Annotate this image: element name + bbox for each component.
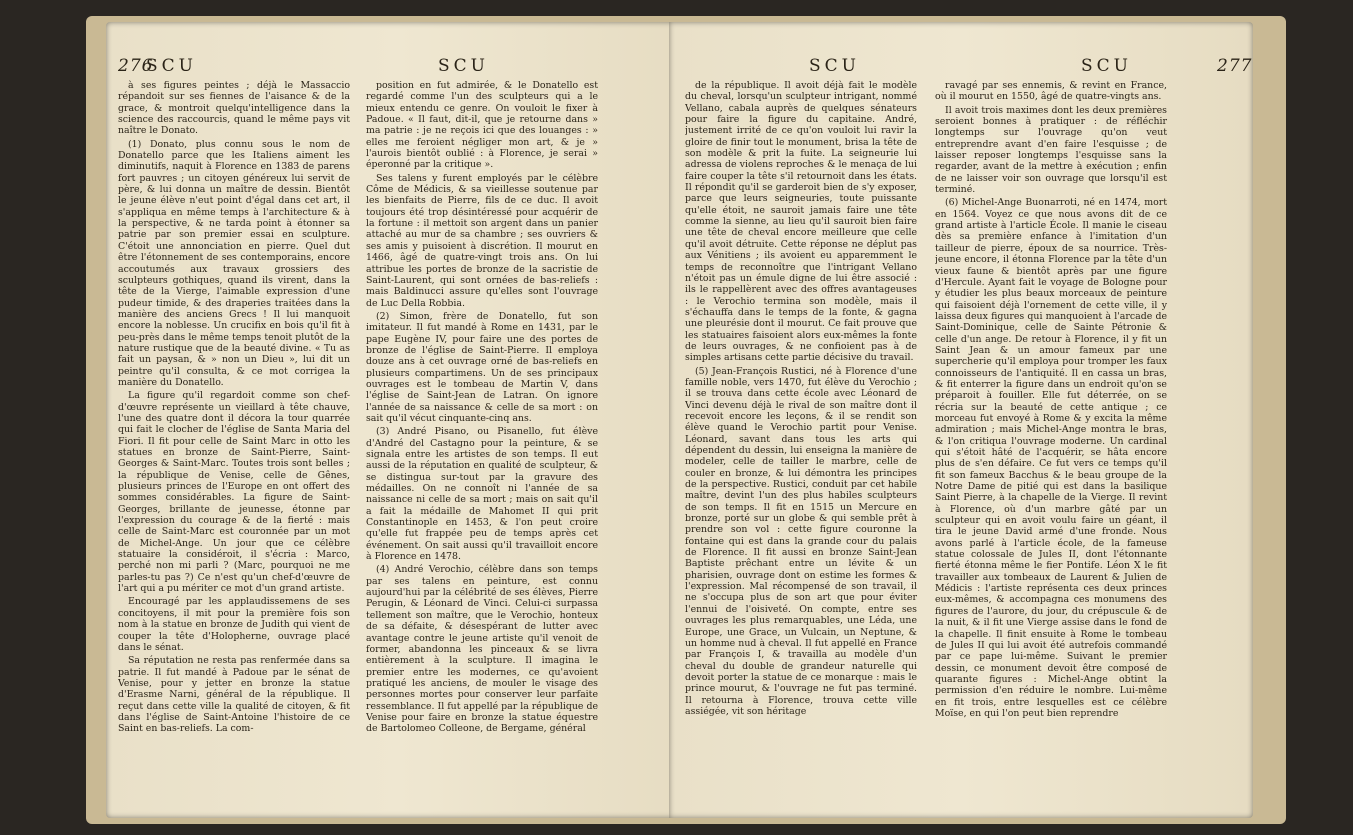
paragraph: position en fut admirée, & le Donatello est regardé comme l'un des sculpteurs qui a le mieux entendu ce genre. On vouloit le fixer à Padoue. « Il faut, dit-il, que je retourne dans » ma patrie : je ne reçois ici que des louanges : » elles me feroient négliger mon art, & je » l'aurois bientôt oublié : à Florence, je serai » éperonné par la critique ». xyxy=(366,80,598,171)
left-page xyxy=(106,22,690,818)
paragraph: (2) Simon, frère de Donatello, fut son imitateur. Il fut mandé à Rome en 1431, par le pape Eugène IV, pour faire une des portes de bronze de l'église de Saint-Pierre. Il employa douze ans à cet ouvrage orné de bas-reliefs en plusieurs compartimens. Un de ses principaux ouvrages est le tombeau de Martin V, dans l'église de Saint-Jean de Latran. On ignore l'année de sa naissance & celle de sa mort : on sait qu'il vécut cinquante-cinq ans. xyxy=(366,310,598,424)
paragraph: Sa réputation ne resta pas renfermée dans sa patrie. Il fut mandé à Padoue par le sénat de Venise, pour y jetter en bronze la statue d'Erasme Narni, général de la république. Il reçut dans cette ville la qualité de citoyen, & fit dans l'église de Saint-Antoine l'histoire de ce Saint en bas-reliefs. La com- xyxy=(118,655,350,735)
left-column-1 xyxy=(118,80,350,770)
right-column-2 xyxy=(935,80,1167,770)
left-running-head-2: SCU xyxy=(438,56,489,76)
paragraph: de la république. Il avoit déjà fait le modèle du cheval, lorsqu'un sculpteur intrigant, nommé Vellano, cabala auprès de quelques sénateurs pour faire la figure du capitaine. André, justement irrité de ce qu'on vouloit lui ravir la gloire de finir tout le monument, brisa la tête de son modèle & prit la fuite. La seigneurie lui adressa de violens reproches & le menaça de lui faire couper la tête s'il retournoit dans les états. Il répondit qu'il se garderoit bien de s'y exposer, parce que leurs seigneuries, toute puissante qu'elle étoit, ne sauroit jamais faire une tête comme la sienne, au lieu qu'il sauroit bien faire une tête de cheval encore meilleure que celle qu'il avoit détruite. Cette réponse ne déplut pas aux Vénitiens ; ils avoient eu apparemment le temps de reconnoître que l'intrigant Vellano n'étoit pas un émule digne de lui être associé : ils le rappellèrent avec des offres avantageuses : le Verochio termina son modèle, mais il s'échauffa dans le temps de la fonte, & gagna une pleurésie dont il mourut. Ce fait prouve que les statuaires faisoient alors eux-mêmes la fonte de leurs ouvrages, & ne confioient pas à de simples artisans cette partie décisive du travail. xyxy=(685,80,917,364)
right-page-columns xyxy=(669,80,1253,782)
left-page-number: 276 xyxy=(118,56,154,76)
left-running-head-1: SCU xyxy=(146,56,197,76)
left-column-2 xyxy=(366,80,598,770)
paragraph: (1) Donato, plus connu sous le nom de Donatello parce que les Italiens aiment les diminutifs, naquit à Florence en 1383 de parens fort pauvres ; un citoyen généreux lui servit de père, & lui donna un maître de dessin. Bientôt le jeune élève n'eut point d'égal dans cet art, il s'appliqua en même temps à l'architecture & à la perspective, & ne tarda point à étonner sa patrie par son premier essai en sculpture. C'étoit une annonciation en pierre. Quel dut être l'étonnement de ses contemporains, encore accoutumés aux travaux grossiers des sculpteurs gothiques, quand ils virent, dans la tête de la Vierge, l'aimable expression d'une pudeur timide, & des draperies traitées dans la manière des anciens Grecs ! Il lui manquoit encore la noblesse. Un crucifix en bois qu'il fit à peu-près dans le même temps tenoit plutôt de la nature rustique que de la beauté divine. « Tu as fait un paysan, & » non un Dieu », lui dit un peintre qu'il consulta, & ce mot corrigea la manière du Donatello. xyxy=(118,138,350,388)
paragraph: (4) André Verochio, célèbre dans son temps par ses talens en peinture, est connu aujourd'hui par la célébrité de ses élèves, Pierre Perugin, & Léonard de Vinci. Celui-ci surpassa tellement son maître, que le Verochio, honteux de sa défaite, & désespérant de lutter avec avantage contre le jeune artiste qu'il venoit de former, abandonna les pinceaux & se livra entièrement à la sculpture. Il imagina le premier entre les modernes, ce qu'avoient pratiqué les anciens, de mouler le visage des personnes mortes pour conserver leur parfaite ressemblance. Il fut appellé par la république de Venise pour faire en bronze la statue équestre de Bartolomeo Colleone, de Bergame, général xyxy=(366,564,598,735)
right-running-head-2: SCU xyxy=(1081,56,1132,76)
paragraph: Il avoit trois maximes dont les deux premières seroient bonnes à pratiquer : de réfléchir longtemps sur l'ouvrage qu'on veut entreprendre avant d'en faire l'esquisse ; de laisser reposer longtemps l'esquisse sans la regarder, avant de la mettre à exécution ; enfin de ne laisser voir son ouvrage que lorsqu'il est terminé. xyxy=(935,104,1167,196)
paragraph: à ses figures peintes ; déjà le Massaccio répandoit sur ses fiennes de l'aisance & de la grace, & montroit quelqu'intelligence dans la science des raccourcis, quand le même pays vit naître le Donato. xyxy=(118,80,350,137)
right-page-number: 277 xyxy=(1217,56,1253,76)
paragraph: (3) André Pisano, ou Pisanello, fut élève d'André del Castagno pour la peinture, & se signala entre les artistes de son temps. Il eut aussi de la réputation en qualité de sculpteur, & se distingua sur-tout par la gravure des médailles. On ne connoît ni l'année de sa naissance ni celle de sa mort ; mais on sait qu'il a fait la médaille de Mahomet II qui prit Constantinople en 1453, & l'on peut croire qu'elle fut frappée peu de temps après cet événement. On sait aussi qu'il travailloit encore à Florence en 1478. xyxy=(366,426,598,563)
left-page-columns xyxy=(106,80,690,782)
right-running-head-1: SCU xyxy=(809,56,860,76)
paragraph: La figure qu'il regardoit comme son chef-d'œuvre représente un vieillard à tête chauve, l'une des quatre dont il décora la tour quarrée qui fait le clocher de l'église de Santa Maria del Fiori. Il fit pour celle de Saint Marc in otto les statues en bronze de Saint-Pierre, Saint-Georges & Saint-Marc. Toutes trois sont belles ; la république de Venise, celle de Gênes, plusieurs princes de l'Europe en ont offert des sommes considérables. La figure de Saint-Georges, brillante de jeunesse, étonne par l'expression du courage & de la fierté : mais celle de Saint-Marc est couronnée par un mot de Michel-Ange. Un jour que ce célèbre statuaire la considéroit, il s'écria : Marco, perché non mi parli ? (Marc, pourquoi ne me parles-tu pas ?) Ce n'est qu'un chef-d'œuvre de l'art qui a pu mériter ce mot d'un grand artiste. xyxy=(118,390,350,595)
right-column-1 xyxy=(685,80,917,770)
right-page xyxy=(669,22,1253,818)
paragraph: (6) Michel-Ange Buonarroti, né en 1474, mort en 1564. Voyez ce que nous avons dit de ce grand artiste à l'article École. Il manie le ciseau dès sa première enfance à l'imitation d'un tailleur de pierre, époux de sa nourrice. Très-jeune encore, il étonna Florence par la tête d'un vieux faune & bientôt après par une figure d'Hercule. Ayant fait le voyage de Bologne pour y étudier les plus beaux morceaux de peinture qui faisoient déjà l'ornement de cette ville, il y laissa deux figures qui manquoient à l'arcade de Saint-Dominique, celle de Sainte Pétronie & celle d'un ange. De retour à Florence, il y fit un Saint Jean & un amour fameux par une supercherie qu'il employa pour tromper les faux connoisseurs de l'antiquité. Il en cassa un bras, & fit enterrer la figure dans un endroit qu'on se préparoit à fouiller. Elle fut déterrée, on se récria sur la beauté de cette antique ; ce morceau fut envoyé à Rome & y excita la même admiration ; mais Michel-Ange montra le bras, & l'on critiqua l'ouvrage moderne. Un cardinal qui s'étoit hâté de l'acquérir, se hâta encore plus de s'en défaire. Ce fut vers ce temps qu'il fit son fameux Bacchus & le beau groupe de la Notre Dame de pitié qui est dans la basilique Saint Pierre, à la chapelle de la Vierge. Il revint à Florence, où d'un marbre gâté par un sculpteur qui en avoit voulu faire un géant, il tira le jeune David armé d'une fronde. Nous avons parlé à l'article école, de la fameuse statue colossale de Jules II, dont l'étonnante fierté étonna même le fier Pontife. Léon X le fit travailler aux tombeaux de Laurent & Julien de Médicis : l'artiste représenta ces deux princes eux-mêmes, & accompagna ces monumens des figures de l'aurore, du jour, du crépuscule & de la nuit, & il fit une Vierge assise dans le fond de la chapelle. Il finit ensuite à Rome le tombeau de Jules II qui lui avoit été autrefois commandé par ce pape lui-même. Suivant le premier dessin, ce monument devoit être composé de quarante figures : Michel-Ange obtint la permission d'en réduire le nombre. Lui-même en fit trois, entre lesquelles est ce célèbre Moïse, en qui l'on peut bien reprendre xyxy=(935,197,1167,719)
paragraph: (5) Jean-François Rustici, né à Florence d'une famille noble, vers 1470, fut élève du Verochio ; il se trouva dans cette école avec Léonard de Vinci devenu déjà le rival de son maître dont il recevoit encore les leçons, & il se rendit son élève quand le Verochio partit pour Venise. Léonard, savant dans tous les arts qui dépendent du dessin, lui enseigna la manière de modeler, celle de tailler le marbre, celle de couler en bronze, & lui démontra les principes de la perspective. Rustici, conduit par cet habile maître, devint l'un des plus habiles sculpteurs de son temps. Il fit en 1515 un Mercure en bronze, porté sur un globe & qui semble prêt à prendre son vol : cette figure couronne la fontaine qui est dans la grande cour du palais de Florence. Il fit aussi en bronze Saint-Jean Baptiste prêchant entre un lévite & un pharisien, ouvrage dont on estime les formes & l'expression. Mal récompensé de son travail, il ne s'occupa plus de son art que pour éviter l'ennui de l'oisiveté. On compte, entre ses ouvrages les plus remarquables, une Léda, une Europe, une Grace, un Vulcain, un Neptune, & un homme nud à cheval. Il fut appellé en France par François I, & travailla au modèle d'un cheval du double de grandeur naturelle qui devoit porter la statue de ce monarque : mais le prince mourut, & l'ouvrage ne fut pas terminé. Il retourna à Florence, trouva cette ville assiégée, vit son héritage xyxy=(685,365,917,717)
paragraph: Encouragé par les applaudissemens de ses concitoyens, il mit pour la première fois son nom à la statue en bronze de Judith qui vient de couper la tête d'Holopherne, ouvrage placé dans le sénat. xyxy=(118,596,350,653)
paragraph: ravagé par ses ennemis, & revint en France, où il mourut en 1550, âgé de quatre-vingts ans. xyxy=(935,80,1167,103)
paragraph: Ses talens y furent employés par le célèbre Côme de Médicis, & sa vieillesse soutenue par les bienfaits de Pierre, fils de ce duc. Il avoit toujours été trop désintéressé pour acquérir de la fortune : il mettoit son argent dans un panier attaché au mur de sa chambre ; ses ouvriers & ses amis y puisoient à discrétion. Il mourut en 1466, âgé de quatre-vingt trois ans. On lui attribue les portes de bronze de la sacristie de Saint-Laurent, qui sont ornées de bas-reliefs : mais Baldinucci assure qu'elles sont l'ouvrage de Luc Della Robbia. xyxy=(366,172,598,309)
